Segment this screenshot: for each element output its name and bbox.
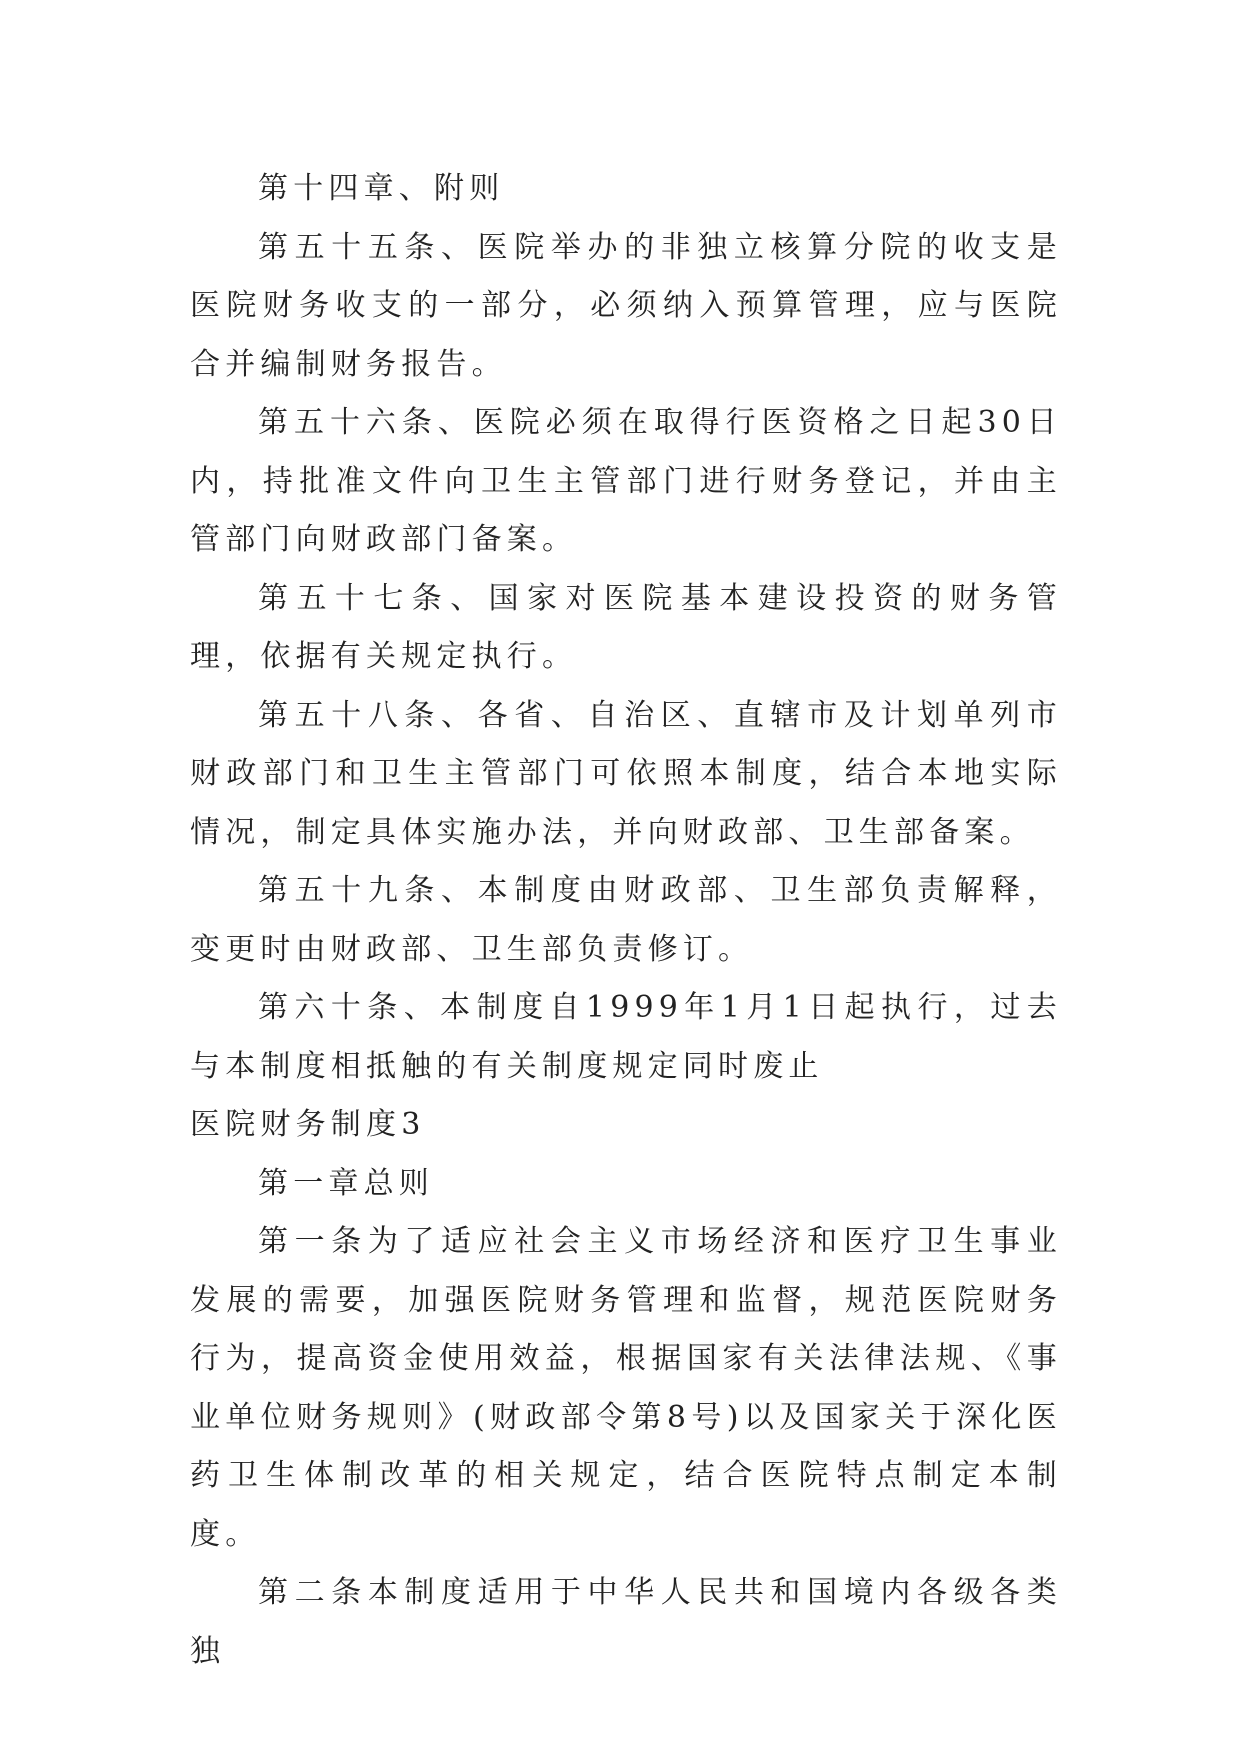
document-title: 医院财务制度3 (190, 1107, 426, 1142)
article-paragraph: 第五十五条、医院举办的非独立核算分院的收支是医院财务收支的一部分，必须纳入预算管理，应与医院合并编制财务报告。 (190, 229, 1062, 382)
chapter-heading: 第十四章、附则 (258, 171, 505, 206)
article-paragraph: 第五十六条、医院必须在取得行医资格之日起30日内，持批准文件向卫生主管部门进行财务登记，并由主管部门向财政部门备案。 (190, 405, 1062, 557)
chapter-heading: 第一章总则 (258, 1165, 434, 1201)
article-paragraph: 第二条本制度适用于中华人民共和国境内各级各类独 (190, 1575, 1062, 1669)
article-paragraph: 第六十条、本制度自1999年1月1日起执行，过去与本制度相抵触的有关制度规定同时废止 (190, 990, 1062, 1084)
document-body (190, 160, 1062, 1681)
article-paragraph: 第一条为了适应社会主义市场经济和医疗卫生事业发展的需要，加强医院财务管理和监督，规范医院财务行为，提高资金使用效益，根据国家有关法律法规、《事业单位财务规则》(财政部令第8号)以及国家关于深化医药卫生体制改革的相关规定，结合医院特点制定本制度。 (190, 1224, 1062, 1552)
article-paragraph: 第五十八条、各省、自治区、直辖市及计划单列市财政部门和卫生主管部门可依照本制度，结合本地实际情况，制定具体实施办法，并向财政部、卫生部备案。 (190, 697, 1062, 850)
article-paragraph: 第五十七条、国家对医院基本建设投资的财务管理，依据有关规定执行。 (190, 580, 1062, 674)
article-paragraph: 第五十九条、本制度由财政部、卫生部负责解释，变更时由财政部、卫生部负责修订。 (190, 873, 1062, 967)
